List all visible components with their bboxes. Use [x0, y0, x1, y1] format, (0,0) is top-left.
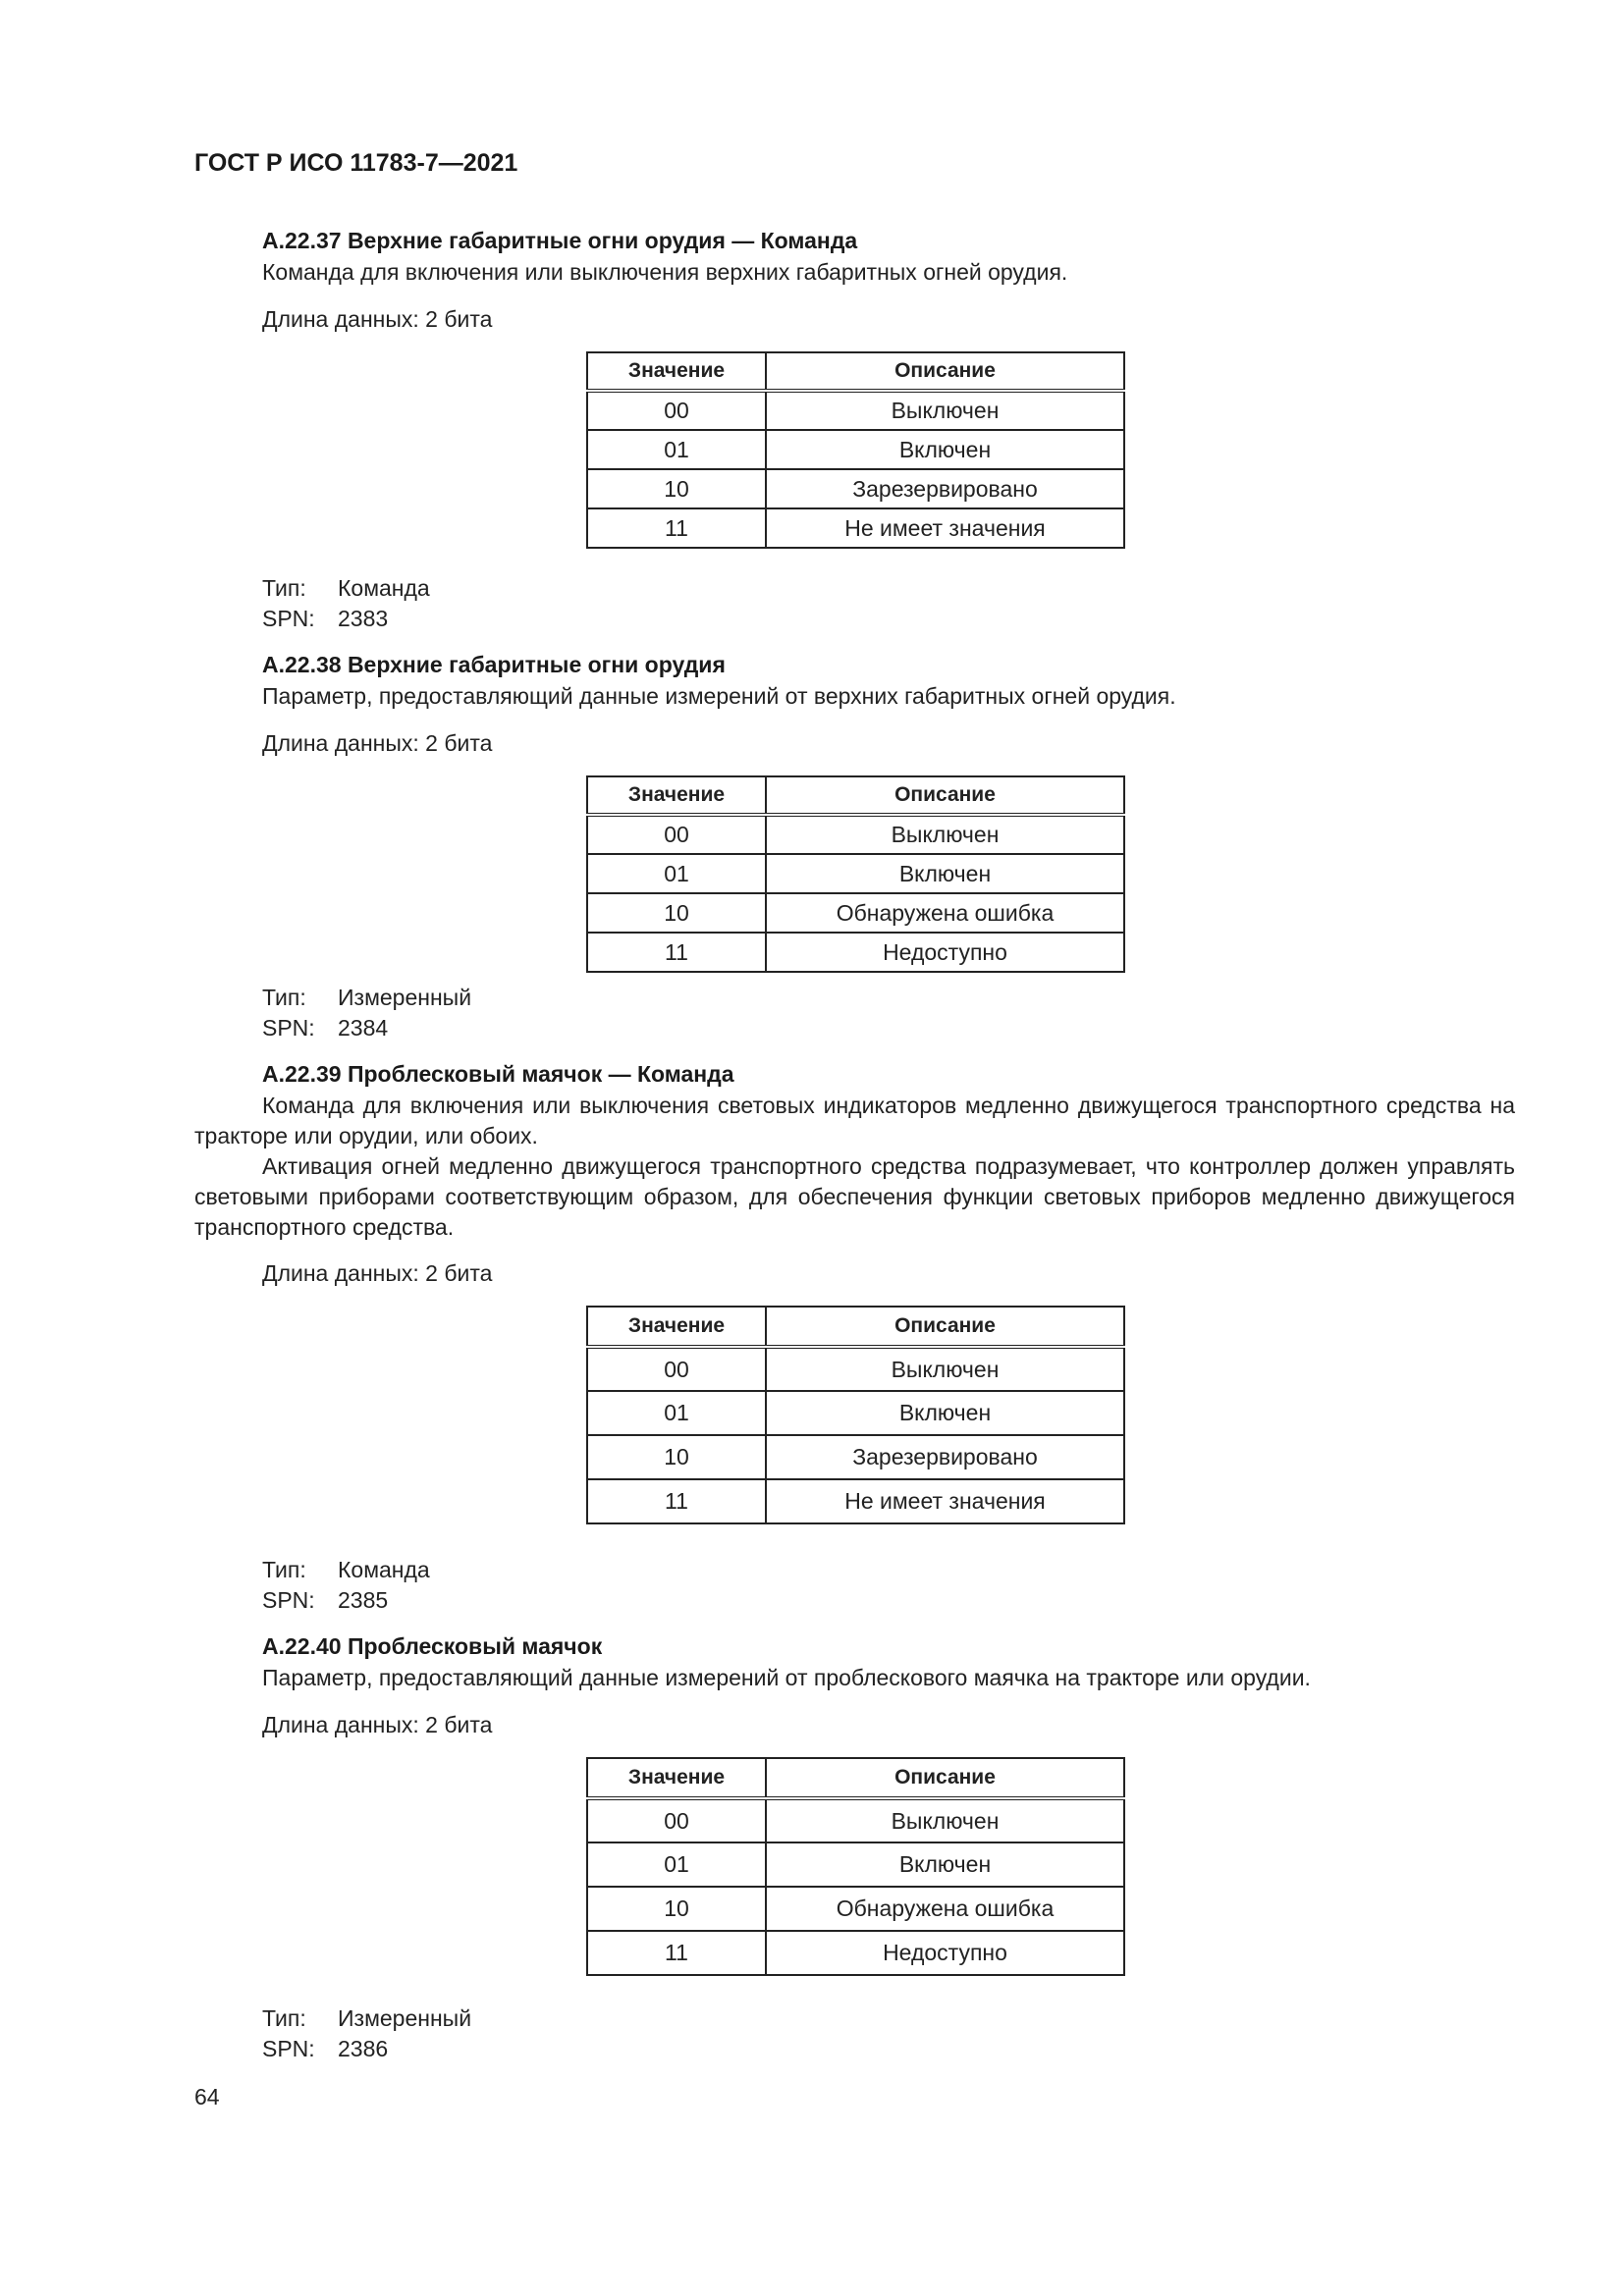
values-table: [586, 1757, 1125, 1976]
type-value: Измеренный: [338, 2005, 472, 2031]
section-description-text: Команда для включения или выключения световых индикаторов медленно движущегося транспортного средства на тракторе или орудии, или обоих.: [194, 1093, 1515, 1148]
type-label: Тип:: [262, 575, 306, 601]
description-cell: Обнаружена ошибка: [766, 1887, 1124, 1931]
description-cell: Не имеет значения: [766, 508, 1124, 548]
spn-value: 2384: [338, 1015, 389, 1041]
column-header: Значение: [587, 1307, 766, 1347]
value-cell: 11: [587, 933, 766, 972]
values-table: [586, 351, 1125, 549]
spn-line: [262, 1585, 388, 1616]
description-cell: Включен: [766, 1842, 1124, 1887]
section-description-2: [194, 1151, 1515, 1243]
spn-value: 2385: [338, 1587, 389, 1613]
description-cell: Выключен: [766, 391, 1124, 430]
section-title: А.22.38 Верхние габаритные огни орудия: [262, 652, 726, 677]
section-description: [194, 1091, 1515, 1151]
description-cell: Зарезервировано: [766, 1435, 1124, 1479]
section-title: А.22.39 Проблесковый маячок — Команда: [262, 1061, 734, 1087]
spn-label: SPN:: [262, 2036, 315, 2061]
table-row: [587, 1435, 1124, 1479]
spn-value: 2386: [338, 2036, 389, 2061]
column-header: Значение: [587, 776, 766, 815]
value-cell: 10: [587, 893, 766, 933]
document-header: ГОСТ Р ИСО 11783-7—2021: [194, 149, 518, 177]
value-cell: 11: [587, 508, 766, 548]
type-value: Команда: [338, 575, 430, 601]
table-row: [587, 854, 1124, 893]
table-row: [587, 508, 1124, 548]
description-cell: Выключен: [766, 815, 1124, 854]
spn-label: SPN:: [262, 606, 315, 631]
values-table: [586, 1306, 1125, 1524]
table-row: [587, 1887, 1124, 1931]
value-cell: 10: [587, 469, 766, 508]
section-description-2-text: Активация огней медленно движущегося транспортного средства подразумевает, что контроллер должен управлять световыми приборами соответствующим образом, для обеспечения функции световых приборов медленно движущегося транспортного средства.: [194, 1153, 1515, 1240]
value-cell: 01: [587, 430, 766, 469]
description-cell: Зарезервировано: [766, 469, 1124, 508]
value-cell: 11: [587, 1479, 766, 1523]
values-table: [586, 775, 1125, 973]
section-title: А.22.40 Проблесковый маячок: [262, 1633, 603, 1659]
section-title: А.22.37 Верхние габаритные огни орудия — Команда: [262, 228, 858, 253]
description-cell: Не имеет значения: [766, 1479, 1124, 1523]
value-cell: 01: [587, 1842, 766, 1887]
spn-label: SPN:: [262, 1587, 315, 1613]
data-length: Длина данных: 2 бита: [262, 306, 493, 332]
value-cell: 11: [587, 1931, 766, 1975]
column-header: Описание: [766, 1758, 1124, 1798]
column-header: Значение: [587, 1758, 766, 1798]
table-header-row: [587, 352, 1124, 391]
table-row: [587, 391, 1124, 430]
table-row: [587, 815, 1124, 854]
type-value: Команда: [338, 1557, 430, 1582]
value-cell: 10: [587, 1887, 766, 1931]
value-cell: 01: [587, 854, 766, 893]
type-line: [262, 1555, 430, 1585]
description-cell: Выключен: [766, 1347, 1124, 1391]
table-header-row: [587, 1307, 1124, 1347]
data-length: Длина данных: 2 бита: [262, 1260, 493, 1286]
value-cell: 00: [587, 815, 766, 854]
column-header: Описание: [766, 776, 1124, 815]
table-row: [587, 430, 1124, 469]
data-length: Длина данных: 2 бита: [262, 730, 493, 756]
description-cell: Недоступно: [766, 1931, 1124, 1975]
type-value: Измеренный: [338, 985, 472, 1010]
description-cell: Включен: [766, 430, 1124, 469]
page-number: 64: [194, 2084, 220, 2109]
spn-value: 2383: [338, 606, 389, 631]
column-header: Описание: [766, 352, 1124, 391]
spn-line: [262, 2034, 388, 2064]
table-header-row: [587, 776, 1124, 815]
table-row: [587, 1931, 1124, 1975]
column-header: Описание: [766, 1307, 1124, 1347]
type-label: Тип:: [262, 985, 306, 1010]
column-header: Значение: [587, 352, 766, 391]
table-row: [587, 1347, 1124, 1391]
section-description: Параметр, предоставляющий данные измерений от верхних габаритных огней орудия.: [262, 683, 1176, 709]
table-header-row: [587, 1758, 1124, 1798]
section-description: Команда для включения или выключения верхних габаритных огней орудия.: [262, 259, 1068, 285]
table-row: [587, 893, 1124, 933]
type-label: Тип:: [262, 2005, 306, 2031]
type-line: [262, 2003, 471, 2034]
description-cell: Включен: [766, 854, 1124, 893]
table-row: [587, 1391, 1124, 1435]
table-row: [587, 1798, 1124, 1842]
description-cell: Выключен: [766, 1798, 1124, 1842]
spn-line: [262, 604, 388, 634]
section-description: Параметр, предоставляющий данные измерений от проблескового маячка на тракторе или орудии.: [262, 1665, 1311, 1690]
data-length: Длина данных: 2 бита: [262, 1712, 493, 1737]
table-row: [587, 1479, 1124, 1523]
spn-label: SPN:: [262, 1015, 315, 1041]
type-line: [262, 983, 471, 1013]
value-cell: 00: [587, 1798, 766, 1842]
description-cell: Включен: [766, 1391, 1124, 1435]
type-line: [262, 573, 430, 604]
table-row: [587, 469, 1124, 508]
description-cell: Обнаружена ошибка: [766, 893, 1124, 933]
description-cell: Недоступно: [766, 933, 1124, 972]
value-cell: 10: [587, 1435, 766, 1479]
value-cell: 00: [587, 391, 766, 430]
value-cell: 01: [587, 1391, 766, 1435]
table-row: [587, 1842, 1124, 1887]
spn-line: [262, 1013, 388, 1043]
table-row: [587, 933, 1124, 972]
value-cell: 00: [587, 1347, 766, 1391]
type-label: Тип:: [262, 1557, 306, 1582]
